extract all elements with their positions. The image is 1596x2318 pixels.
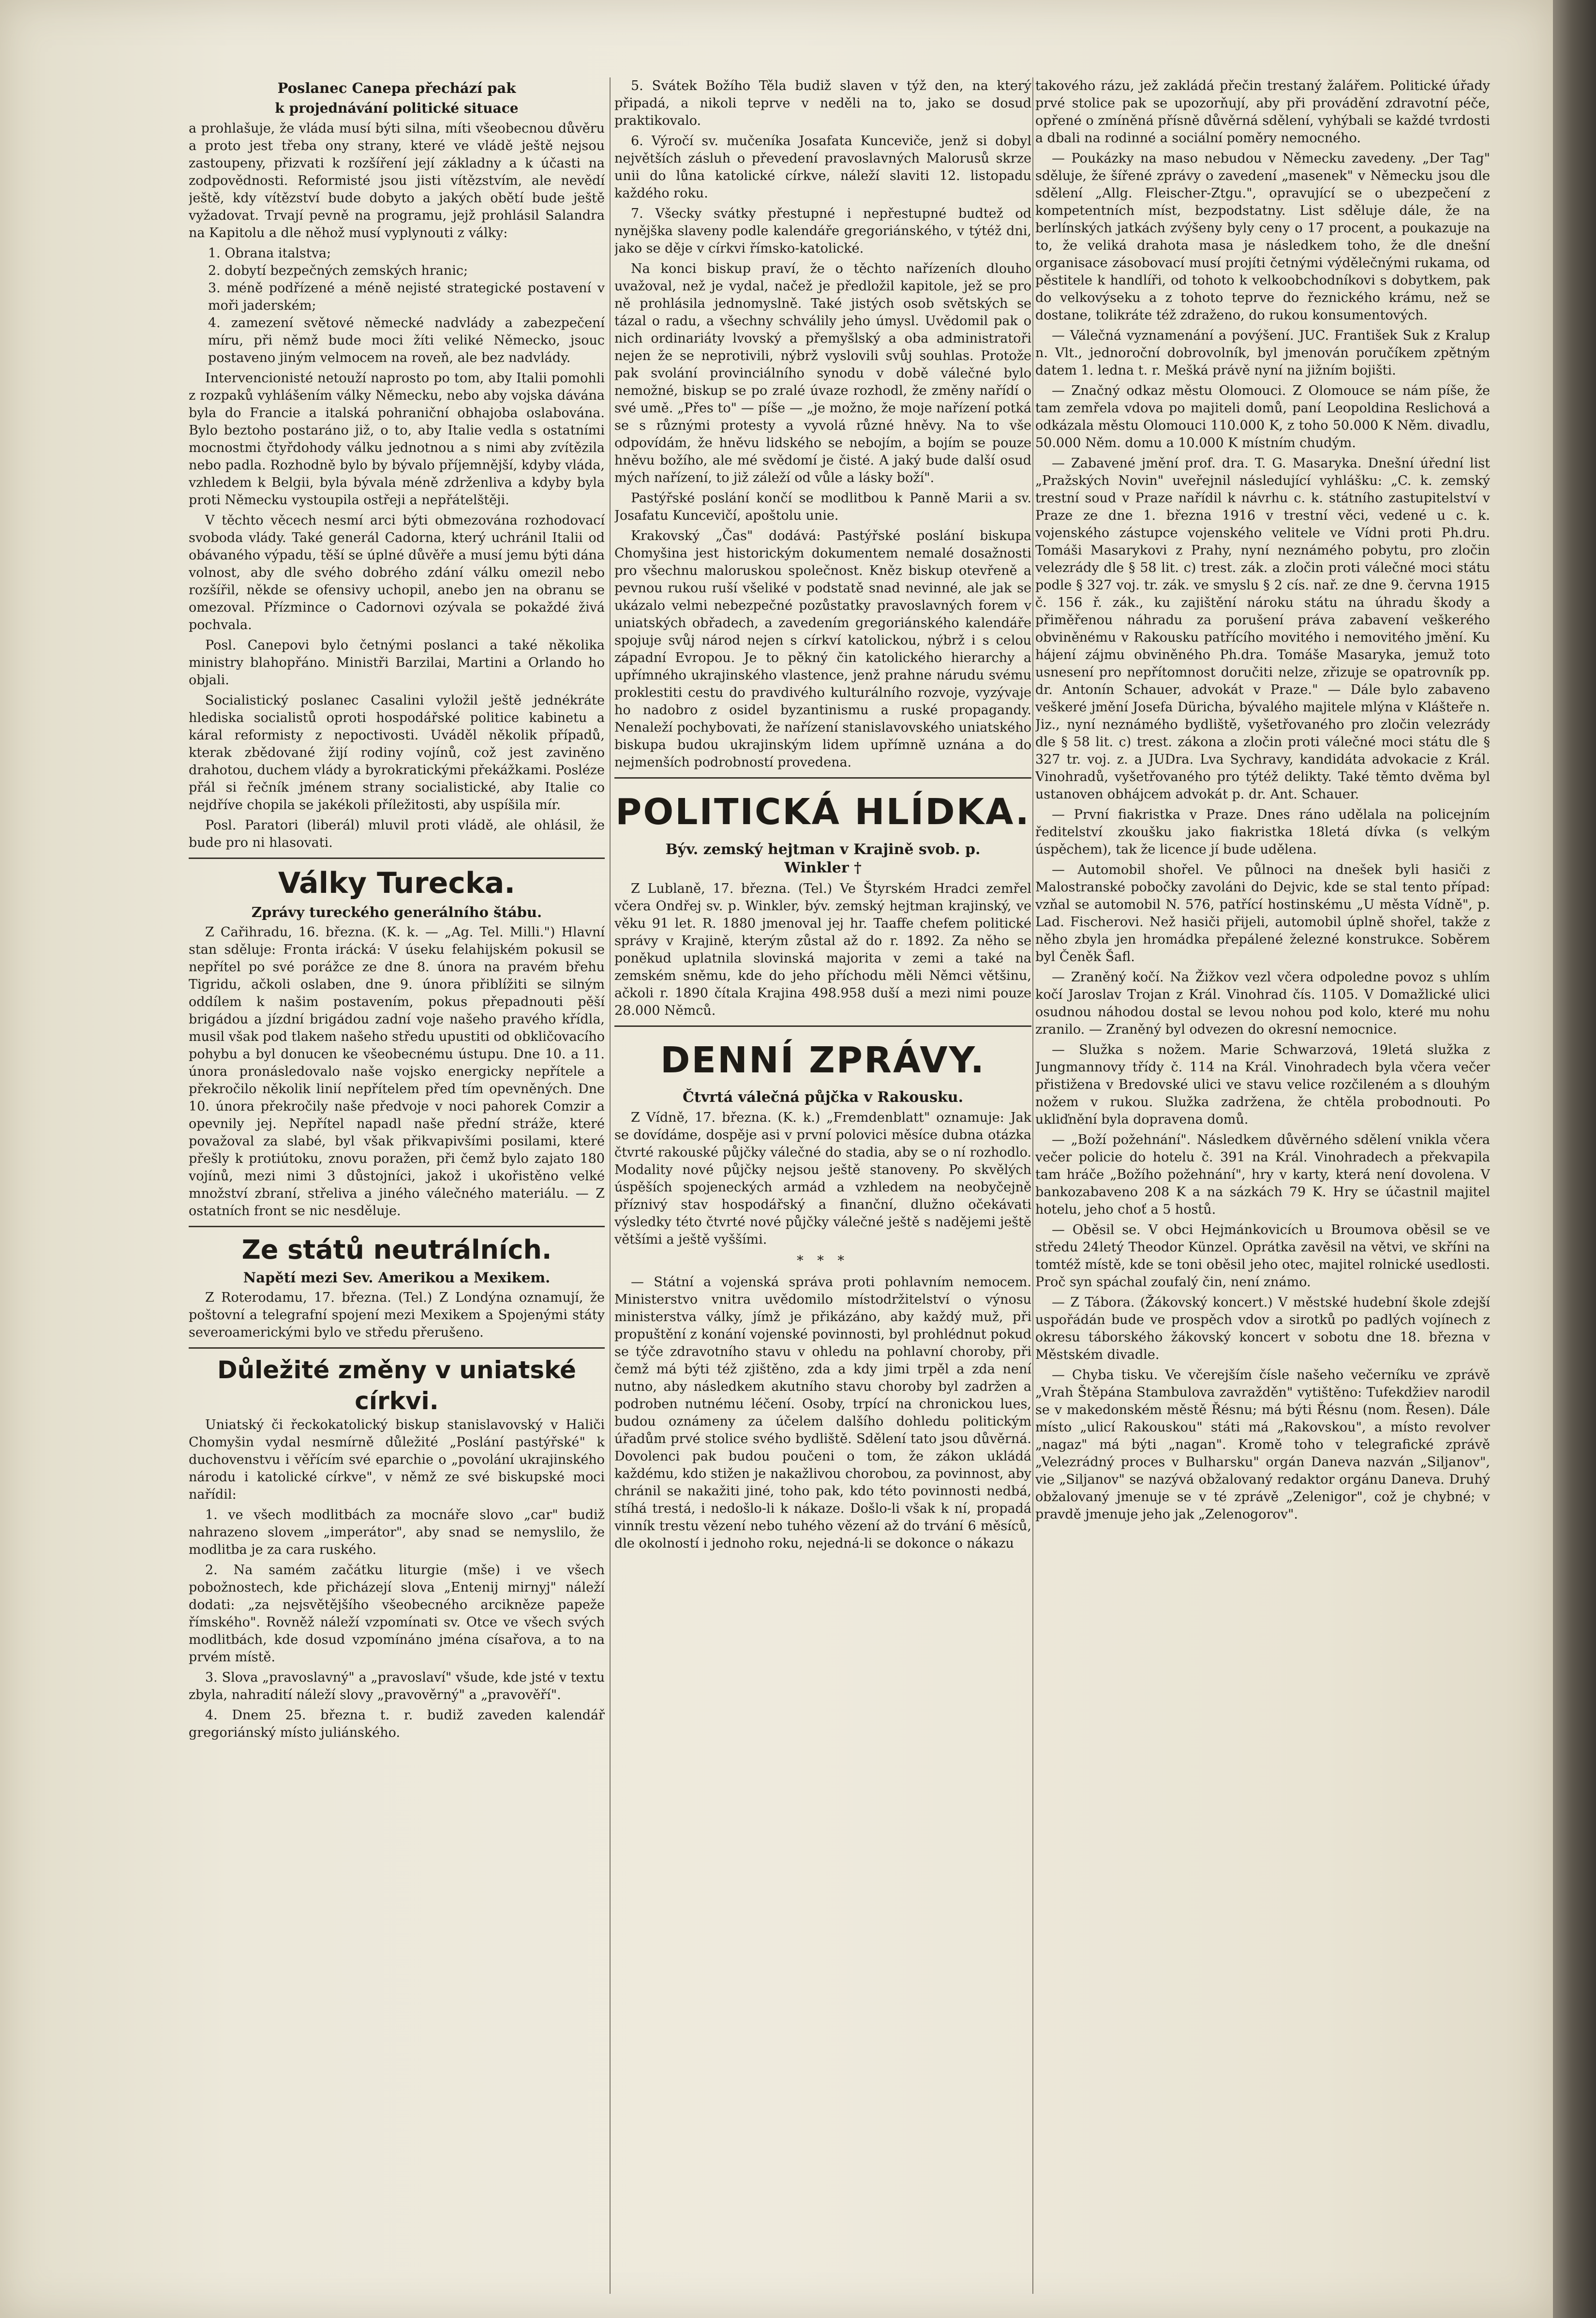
section-rule xyxy=(189,1347,605,1349)
news-item: — Zraněný kočí. Na Žižkov vezl včera odpoledne povoz s uhlím kočí Jaroslav Trojan z Král. Vinohrad čís. 1105. V Domažlické ulici osudnou náhodou dostal se levou nohou pod kolo, které mu nohu zranilo. — Zraněný byl odvezen do okresní nemocnice. xyxy=(1035,970,1490,1037)
article-paragraph: 3. Slova „pravoslavný" a „pravoslaví" všude, kde jsté v textu zbyla, nahradití náleží slovy „pravověrný" a „pravověří". xyxy=(189,1670,605,1702)
section-rule xyxy=(614,777,1031,779)
column-2 xyxy=(614,77,1031,2303)
neutral-heading: Ze států neutrálních. xyxy=(241,1234,552,1265)
hejtman-heading: Býv. zemský hejtman v Krajině svob. p. Winkler † xyxy=(665,841,981,876)
article-paragraph: Intervencionisté netouží naprosto po tom, aby Italii pomohli z rozpaků vyhlášením války Německu, nebo aby vojska dávána byla do Francie a italská pohraniční obhajoba oslabována. Bylo beztoho postaráno již, o to, aby Italie vedla s ostatními mocnostmi čtyřdohody válku jednotnou a s nimi aby zvítězila nebo padla. Rozhodně bylo by bývalo příjemnější, kdyby vláda, vzhledem k Belgii, byla bývala méně zdrženliva a kdyby byla proti Německu vystoupila ostřeji a nepřátelštěji. xyxy=(189,371,605,508)
article-paragraph: Posl. Canepovi bylo četnými poslanci a také několika ministry blahopřáno. Ministři Barzilai, Martini a Orlando ho objali. xyxy=(189,638,605,688)
list-item: 2. dobytí bezpečných zemských hranic; xyxy=(208,263,468,278)
column-1 xyxy=(189,77,605,2303)
politicka-hlidka-heading: POLITICKÁ HLÍDKA. xyxy=(615,791,1030,833)
pujcka-heading: Čtvrtá válečná půjčka v Rakousku. xyxy=(682,1089,964,1106)
news-item: — Služka s nožem. Marie Schwarzová, 19letá služka z Jungmannovy třídy č. 114 na Král. Vinohradech byla včera večer přistižena v Bredovské ulici ve stavu velice rozčileném a s dlouhým nožem v rukou. Služka zadržena, že chtěla probodnouti. Po ukliďnění byla dopravena domů. xyxy=(1035,1042,1490,1127)
news-item: — Značný odkaz městu Olomouci. Z Olomouce se nám píše, že tam zemřela vdova po majiteli domů, paní Leopoldina Reslichová a odkázala městu Olomouci 110.000 K, z toho 50.000 K Něm. divadlu, 50.000 Něm. domu a 10.000 K místním chudým. xyxy=(1035,383,1490,451)
news-item: — Poukázky na maso nebudou v Německu zavedeny. „Der Tag" sděluje, že šířené zprávy o zavedení „masenek" v Německu jsou dle sdělení „Allg. Fleischer-Ztgu.", opravující se o ubezpečení z kompetentních míst, bezpodstatny. List sděluje dále, že na berlínských jatkách zvýšeny byly ceny o 17 procent, a poukazuje na to, že veliká drahota masa je následkem toho, že dle dnešní organisace zásobovací musí projíti četnými výdělečnými rukama, od pěstitele k handlíři, od tohoto k velkoobchodníkovi s dobytkem, pak do velkovýseku a z tohoto teprve do řeznického krámu, než se dostane, tolikráte též zdraženo, do rukou konsumentových. xyxy=(1035,151,1490,323)
uniat-heading: Důležité změny v uniatské církvi. xyxy=(217,1356,576,1415)
column-divider xyxy=(1032,77,1033,2294)
canepa-list xyxy=(189,245,605,367)
column-divider xyxy=(610,77,611,2294)
news-item: — Oběsil se. V obci Hejmánkovicích u Broumova oběsil se ve středu 24letý Theodor Künzel. Oprátka zavěsil na větvi, ve skříni na tomtéž místě, kde se toni oběsil jeho otec, majitel rolnické usedlosti. Proč syn spáchal zoufalý čin, není známo. xyxy=(1035,1222,1490,1290)
news-item: — Válečná vyznamenání a povýšení. JUC. František Suk z Kralup n. Vlt., jednoroční dobrovolník, byl jmenován poručíkem zpětným datem 1. ledna t. r. Mešká právě nyní na jižním bojišti. xyxy=(1035,328,1490,378)
article-paragraph: Z Cařihradu, 16. března. (K. k. — „Ag. Tel. Milli.") Hlavní stan sděluje: Fronta irácká: V úseku felahijském pokusil se nepřítel po své porážce ze dne 8. února na pravém břehu Tigridu, ačkoli oslaben, dne 9. února přiblížiti se silným oddílem k našim postavením, pokus přepadnouti pěší brigádou a jízdní brigádou zadní voje našeho pravého křídla, musil však pod tlakem našeho středu upustiti od obkličovacího pohybu a byl donucen ke všeobecnému ústupu. Dne 10. a 11. února pronásledovalo naše vojsko energicky nepřítele a překročilo několik linií nepřítelem před tím opevněných. Dne 10. února překročily naše předvoje v noci pahorek Comzir a opevnily jej. Nepřítel napadl naše přední stráže, které považoval za slabé, byl však přikvapivšími posilami, které přešly k protiútoku, znovu poražen, při čemž bylo zajato 180 vojínů, mezi nimi 3 důstojníci, jakož i ukořistěno velké množství zbraní, střeliva a jiného válečného materiálu. — Z ostatních front se nic nesděluje. xyxy=(189,925,605,1219)
valky-subheading: Zprávy tureckého generálního štábu. xyxy=(251,904,542,920)
article-paragraph: takového rázu, jež zakládá přečin trestaný žalářem. Politické úřady prvé stolice pak se upozorňují, aby při provádění zdravotní péče, opřené o zmíněná přísně důvěrná sdělení, vyhýbali se každé tvrdosti a dbali na rodinné a sociální poměry nemocného. xyxy=(1035,78,1490,146)
list-item: 4. zamezení světové německé nadvlády a zabezpečení míru, při němž bude moci žíti veliké Německo, jsouc postaveno jiným velmocem na roveň, ale bez nadvlády. xyxy=(208,316,605,365)
canepa-subtitle: k projednávání politické situace xyxy=(275,100,519,116)
article-paragraph: Na konci biskup praví, že o těchto nařízeních dlouho uvažoval, než je vydal, načež je předložil kapitole, jež se pro ně prohlásila jednomyslně. Také jistých osob světských se tázal o radu, a všechny schválily jeho úmysl. Uvědomil pak o nich ordinariáty lvovský a přemyšlský a oba administratoři nejen že se neprotivili, nýbrž vyslovili svůj souhlas. Protože pak svolání provinciálního synodu v době válečné bylo nemožné, biskup se po zralé úvaze rozhodl, že změny nařídí o své umě. „Přes to" — píše — „je možno, že moje nařízení potká se s různými protesty a vyvolá různé hněvy. Na to vše odpovídám, že hněvu lidského se nebojím, a bojím se pouze hněvu božího, ale mé svědomí je čisté. A jaký bude další osud mých nařízení, to již záleží od vůle a lásky boží". xyxy=(614,261,1031,485)
article-paragraph: Z Lublaně, 17. března. (Tel.) Ve Štyrském Hradci zemřel včera Ondřej sv. p. Winkler, býv. zemský hejtman krajinský, ve věku 91 let. R. 1880 jmenoval jej hr. Taaffe chefem politické správy v Krajině, kterým zůstal až do r. 1892. Za něho se poněkud uplatnila slovinská majorita v zemi a také na zemském sněmu, kde do jeho příchodu měli Němci většinu, ačkoli r. 1890 čítala Krajina 498.958 duší a mezi nimi pouze 28.000 Němců. xyxy=(614,881,1031,1018)
article-paragraph: Pastýřské poslání končí se modlitbou k Panně Marii a sv. Josafatu Kuncevičí, apoštolu unie. xyxy=(614,491,1031,523)
article-paragraph: Uniatský či řeckokatolický biskup stanislavovský v Haliči Chomyšin vydal nesmírně důležité „Poslání pastýřské" k duchovenstvu i věřícím své eparchie o „povolání ukrajinského národu i katolické církve", v němž ze své biskupské moci nařídil: xyxy=(189,1417,605,1502)
news-item: — Chyba tisku. Ve včerejším čísle našeho večerníku ve zprávě „Vrah Štěpána Stambulova zavražděn" vytištěno: Tufekdžiev narodil se v makedonském městě Řésnu; má býti Řésnu (nom. Řesen). Dále místo „ulicí Rakouskou" státi má „Rakovskou", a místo revolver „nagaz" má býti „nagan". Kromě toho v telegrafické zprávě „Velezrádný proces v Bulharsku" orgán Daneva nazván „Siljanov", vie „Siljanov" se nazývá obžalovaný redaktor orgánu Daneva. Druhý obžalovaný jmenuje se v té zprávě „Zelenigor", což je chybné; v pravdě jmenuje jeho jak „Zelenogorov". xyxy=(1035,1368,1490,1522)
news-item: — První fiakristka v Praze. Dnes ráno udělala na policejním ředitelství zkoušku jako fiakristka 18letá dívka (s velkým úspěchem), tak že licence jí bude udělena. xyxy=(1035,807,1490,857)
column-3 xyxy=(1035,77,1490,2303)
article-paragraph: 5. Svátek Božího Těla budiž slaven v týž den, na který připadá, a nikoli teprve v neděli na to, jako se dosud praktikovalo. xyxy=(614,78,1031,128)
section-rule xyxy=(189,1226,605,1227)
article-paragraph: Socialistický poslanec Casalini vyložil ještě jednékráte hlediska socialistů oproti hospodářské politice kabinetu a káral reformisty z nepoctivosti. Uváděl několik případů, kterak zbědované žijí rodiny vojínů, což jest zaviněno drahotou, duchem vlády a byrokratickými překážkami. Posléze přál si řečník jménem strany socialistické, aby Italie co nejdříve chopila se jakékoli příležitosti, aby uspíšila mír. xyxy=(189,693,605,813)
article-paragraph: Z Roterodamu, 17. března. (Tel.) Z Londýna oznamují, že poštovní a telegrafní spojení mezi Mexikem a Spojenými státy severoamerickými bylo ve středu přerušeno. xyxy=(189,1290,605,1340)
valky-heading: Války Turecka. xyxy=(278,866,516,900)
neutral-subheading: Napětí mezi Sev. Amerikou a Mexikem. xyxy=(243,1269,551,1286)
article-paragraph: Posl. Paratori (liberál) mluvil proti vládě, ale ohlásil, že bude pro ni hlasovati. xyxy=(189,818,605,850)
article-paragraph: Z Vídně, 17. března. (K. k.) „Fremdenblatt" oznamuje: Jak se dovídáme, dospěje asi v první polovici měsíce dubna otázka čtvrté rakouské půjčky válečné do stadia, aby se o ní rozhodlo. Modality nové půjčky nejsou ještě stanoveny. Po skvělých úspěších spojeneckých armád a vzhledem na neobyčejně příznivý stav hospodářský a finanční, dlužno očekávati výsledky této čtvrté nové půjčky válečné ještě s nadějemi ještě většími a ještě vyššími. xyxy=(614,1110,1031,1247)
article-paragraph: 1. ve všech modlitbách za mocnáře slovo „car" budiž nahrazeno slovem „imperátor", aby snad se nemyslilo, že modlitba je za cara ruského. xyxy=(189,1507,605,1557)
article-paragraph: Krakovský „Čas" dodává: Pastýřské poslání biskupa Chomyšina jest historickým dokumentem nemalé dosažnosti pro všechnu maloruskou společnost. Kněz biskup otevřeně a pevnou rukou ruší všeliké v podstatě snad nevinné, ale jak se ukázalo velmi nebezpečné pozůstatky pravoslavných forem v uniatských obřadech, a zavedením gregoriánského kalendáře spojuje svůj národ nejen s církví katolickou, nýbrž i s celou západní Evropou. Je to pěkný čin katolického hierarchy a upřímného ukrajinského vlastence, jenž prahne nárudu svému proklestiti cestu do pravdivého kulturálního rozvoje, vyzývaje ho nadobro z osidel byzantinismu a ruské propagandy. Nenaleží pochybovati, že nařízení stanislavovského uniatského biskupa budou ukrajinským lidem upřímně uznána a do nejmenších podrobností provedena. xyxy=(614,528,1031,770)
article-paragraph: 4. Dnem 25. března t. r. budiž zaveden kalendář gregoriánský místo juliánského. xyxy=(189,1708,605,1740)
news-item: — Z Tábora. (Žákovský koncert.) V městské hudební škole zdejší uspořádán bude ve prospěch vdov a sirotků po padlých vojínech z okresu táborského žákovský koncert v sobotu dne 18. března v Městském divadle. xyxy=(1035,1295,1490,1362)
article-paragraph: — Státní a vojenská správa proti pohlavním nemocem. Ministerstvo vnitra uvědomilo místodržitelství o výnosu ministerstva války, jímž je přikázáno, aby každý muž, při propuštění z konání vojenské povinnosti, byl prohlédnut pokud se týče zdravotního stavu v ohledu na pohlavní choroby, při čemž má býti též zjištěno, zda a kdy jimi trpěl a zda není nutno, aby následkem akutního stavu choroby byl zadržen a podroben nutnému léčení. Osoby, trpící na chronickou lues, budou oznámeny za účelem dalšího dohledu politickým úřadům prvé stolice svého bydliště. Sdělení tato jsou důvěrná. Dovolenci pak budou poučeni o tom, že zákon ukládá každému, kdo stižen je nakažlivou chorobou, za povinnost, aby chránil se nakažiti jiné, toho pak, kdo této povinnosti nedbá, stíhá trestá, i nedošlo-li k nákaze. Došlo-li však k ní, propadá vinník trestu vězení nebo tuhého vězení až do trvání 6 měsíců, dle okolností i jednoho roku, nejedná-li se dokonce o nákazu xyxy=(614,1275,1031,1551)
article-paragraph: a prohlašuje, že vláda musí býti silna, míti všeobecnou důvěru a proto jest třeba ony strany, které ve vládě ještě nejsou zastoupeny, přizvati k rozšíření její základny a k účasti na zodpovědnosti. Reformisté jsou jisti vítězstvím, ale nevědí ještě, kdy vítězství bude dobyto a jakých obětí bude ještě vyžadovat. Trvají pevně na programu, jejž prohlásil Salandra na Kapitolu a dle něhož musí vyplynouti z války: xyxy=(189,121,605,241)
article-paragraph: 7. Všecky svátky přestupné i nepřestupné budtež od nynějška slaveny podle kalendáře gregoriánského, v týtéž dni, jako se děje v církvi římsko-katolické. xyxy=(614,206,1031,256)
article-paragraph: 2. Na samém začátku liturgie (mše) i ve všech pobožnostech, kde přicházejí slova „Entenij mirnyj" náleží dodati: „za nejsvětějšího všeobecného arcikněze papeže římského". Rovněž náleží vzpomínati sv. Otce ve všech svých modlitbách, kde dosud vzpomínáno jména císařova, a to na prvém místě. xyxy=(189,1563,605,1665)
list-item: 3. méně podřízené a méně nejisté strategické postavení v moři jaderském; xyxy=(208,281,605,313)
section-rule xyxy=(189,858,605,859)
article-paragraph: 6. Výročí sv. mučeníka Josafata Kunceviče, jenž si dobyl největších zásluh o převedení pravoslavných Malorusů skrze unii do lůna katolické církve, náleží slaviti 12. listopadu každého roku. xyxy=(614,134,1031,201)
news-item: — Zabavené jmění prof. dra. T. G. Masaryka. Dnešní úřední list „Pražských Novin" uveřejnil následující vyhlášku: „C. k. zemský trestní soud v Praze nařídil k návrhu c. k. státního zastupitelství v Praze ze dne 1. března 1916 v trestní věci, vedené u c. k. vojenského zástupce vojenského velitele ve Vídni proti Ph.dru. Tomáši Masarykovi z Prahy, nyní neznámého pobytu, pro zločin velezrády dle § 58 lit. c) trest. zák. a zločin proti válečné moci státu podle § 327 voj. tr. zák. ve smyslu § 2 cís. nař. ze dne 9. června 1915 č. 156 ř. zák., ku zajištění nároku státu na úhradu škody a přiměřenou náhradu za porušení práva zabavení veškerého obviněnému v Rakousku patřícího movitého i nemovitého jmění. Ku hájení zájmu obviněného Ph.dra. Tomáše Masaryka, jemuž toto usnesení pro nepřítomnost doručiti nelze, zřizuje se opatrovník pp. dr. Antonín Schauer, advokát v Praze." — Dále bylo zabaveno veškeré jmění Josefa Düricha, bývalého majitele mlýna v Klášteře n. Jiz., nyní neznámého bydliště, vyšetřovaného pro zločin velezrády dle § 58 lit. c) trest. zákona a zločin proti válečné moci státu dle § 327 tr. voj. z. a JUDra. Lva Sychravy, kandidáta advokacie z Král. Vinohradů, vyšetřovaného pro týtéž delikty. Také těmto dvěma byl ustanoven obhájcem advokát p. dr. Ant. Schauer. xyxy=(1035,456,1490,802)
section-rule xyxy=(614,1025,1031,1027)
news-item: — Automobil shořel. Ve půlnoci na dnešek byli hasiči z Malostranské pobočky zavoláni do Dejvic, kde se stal tento případ: vzňal se automobil N. 576, patřící hostinskému „U města Vídně", p. Lad. Fischerovi. Než hasiči přijeli, automobil úplně shořel, takže z něho zbyla jen hromádka přepálené železné konstrukce. Soběrem byl Čeněk Šafl. xyxy=(1035,862,1490,964)
stars-divider: * * * xyxy=(797,1253,849,1268)
binding-edge xyxy=(1553,0,1596,2318)
list-item: 1. Obrana italstva; xyxy=(208,246,331,261)
canepa-title: Poslanec Canepa přechází pak xyxy=(277,80,516,96)
news-item: — „Boží požehnání". Následkem důvěrného sdělení vnikla včera večer policie do hotelu č. 391 na Král. Vinohradech a překvapila tam hráče „Božího požehnání", hry v karty, která není dovolena. V bankozabaveno 208 K a na sázkách 79 K. Hry se účastnil majitel hotelu, jeho choť a 5 hostů. xyxy=(1035,1132,1490,1217)
denni-zpravy-heading: DENNÍ ZPRÁVY. xyxy=(660,1039,985,1081)
article-paragraph: V těchto věcech nesmí arci býti obmezována rozhodovací svoboda vlády. Také generál Cadorna, který uchránil Italii od obávaného výpadu, těší se úplné důvěře a musí jemu býti dána volnost, aby dle svého dobrého zdání válku omezil nebo rozšířil, někde se ofensivy uchopil, anebo jen na obranu se omezoval. Přízmince o Cadornovi ozývala se pokaždé živá pochvala. xyxy=(189,513,605,632)
